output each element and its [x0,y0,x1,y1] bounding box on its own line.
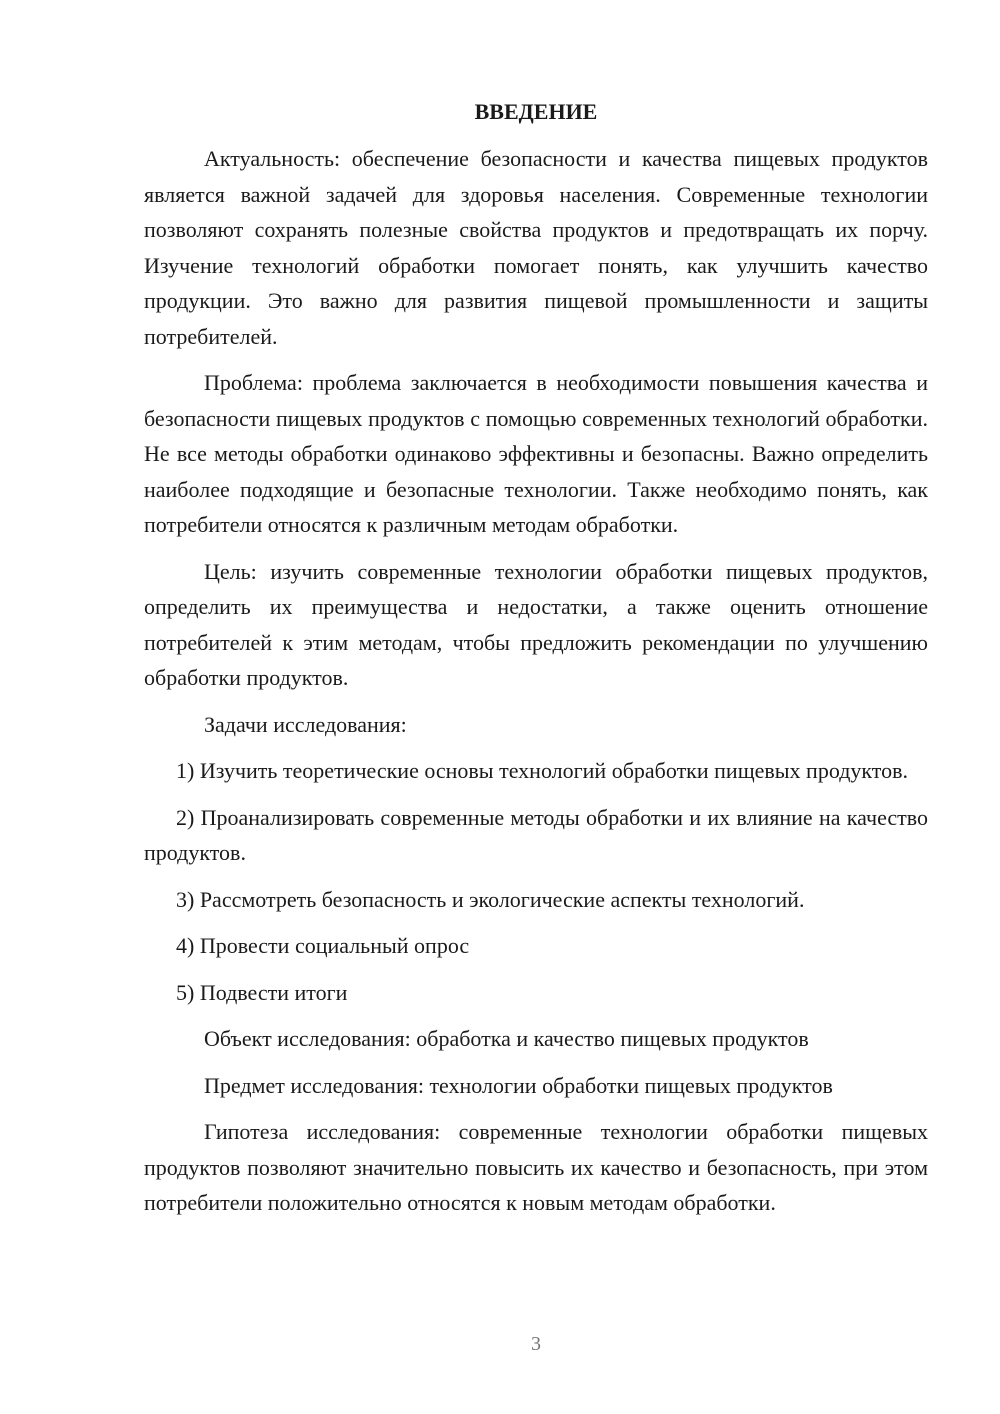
goal-paragraph: Цель: изучить современные технологии обработки пищевых продуктов, определить их преимущества и недостатки, а также оценить отношение потребителей к этим методам, чтобы предложить рекомендации по улучшению обработки продуктов. [144,558,928,690]
research-object: Объект исследования: обработка и качество пищевых продуктов [204,1026,809,1051]
page-number: 3 [531,1333,541,1355]
task-item-5: 5) Подвести итоги [176,979,348,1005]
page-title: ВВЕДЕНИЕ [474,99,598,124]
hypothesis-paragraph: Гипотеза исследования: современные технологии обработки пищевых продуктов позволяют значительно повысить их качество и безопасность, при этом потребители положительно относятся к новым методам обработки. [144,1119,928,1215]
relevance-paragraph: Актуальность: обеспечение безопасности и качества пищевых продуктов является важной задачей для здоровья населения. Современные технологии позволяют сохранять полезные свойства продуктов и предотвращать их порчу. Изучение технологий обработки помогает понять, как улучшить качество продукции. Это важно для развития пищевой промышленности и защиты потребителей. [144,146,928,349]
task-item-2: 2) Проанализировать современные методы обработки и их влияние на качество продуктов. [144,804,928,865]
task-item-3: 3) Рассмотреть безопасность и экологические аспекты технологий. [176,886,805,912]
page-content [144,94,928,1232]
problem-paragraph: Проблема: проблема заключается в необходимости повышения качества и безопасности пищевых продуктов с помощью современных технологий обработки. Не все методы обработки одинаково эффективны и безопасны. Важно определить наиболее подходящие и безопасные технологии. Также необходимо понять, как потребители относятся к различным методам обработки. [144,370,928,537]
tasks-heading: Задачи исследования: [204,711,407,737]
task-item-1: 1) Изучить теоретические основы технологий обработки пищевых продуктов. [176,758,909,783]
research-subject: Предмет исследования: технологии обработки пищевых продуктов [204,1072,833,1098]
task-item-4: 4) Провести социальный опрос [176,933,470,958]
